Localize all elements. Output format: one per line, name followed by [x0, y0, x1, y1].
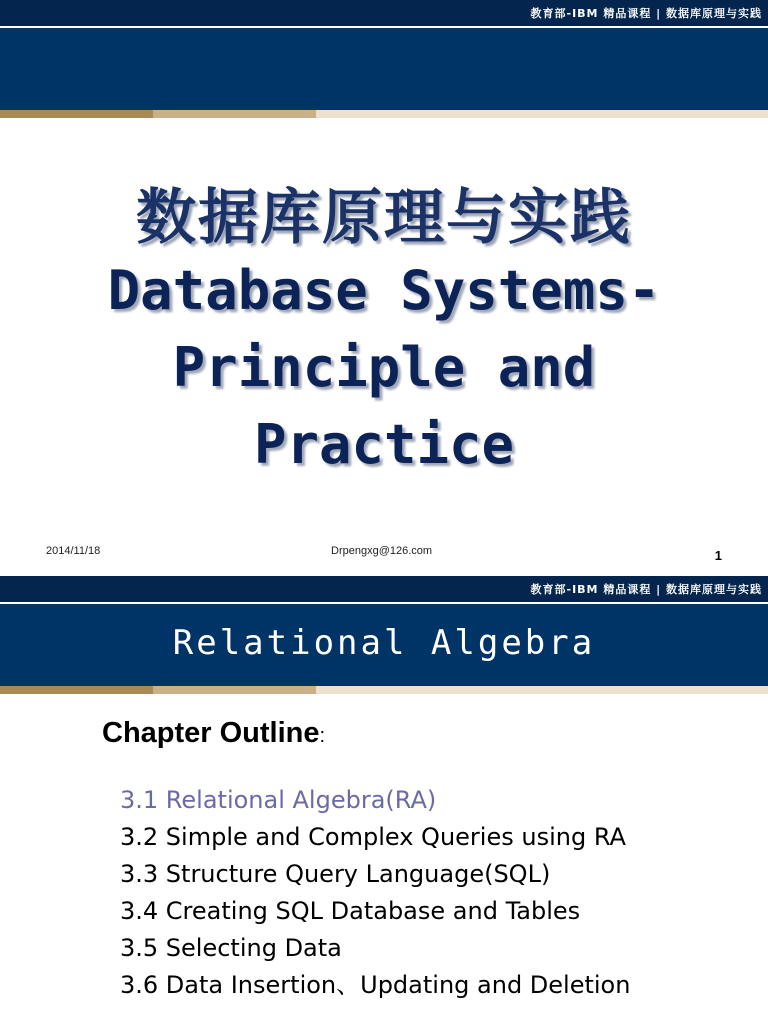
slide-title-chinese: 数据库原理与实践 [136, 183, 632, 253]
outline-heading-colon: : [319, 725, 326, 747]
outline-heading-text: Chapter Outline [102, 717, 320, 749]
header-strip [0, 0, 768, 26]
header-label: 教育部-IBM 精品课程 | 数据库原理与实践 [530, 583, 762, 596]
footer-date: 2014/11/18 [46, 545, 101, 557]
title-line: Practice [253, 413, 515, 476]
title-line: Principle and [172, 336, 596, 399]
outline-item: 3.4 Creating SQL Database and Tables [120, 897, 581, 925]
outline-list [120, 782, 630, 1004]
outline-item: 3.5 Selecting Data [120, 934, 342, 962]
slide-title: Relational Algebra [172, 623, 596, 663]
outline-item: 3.2 Simple and Complex Queries using RA [120, 823, 626, 851]
page-number: 1 [714, 548, 722, 563]
color-stripe [0, 686, 768, 694]
outline-item-current: 3.1 Relational Algebra(RA) [120, 786, 437, 814]
outline-item: 3.3 Structure Query Language(SQL) [120, 860, 551, 888]
outline-heading [102, 717, 325, 750]
slide-title-english [0, 252, 768, 483]
header-label: 教育部-IBM 精品课程 | 数据库原理与实践 [530, 7, 762, 20]
footer-email: Drpengxg@126.com [331, 545, 433, 557]
title-line: Database Systems- [107, 259, 661, 322]
color-stripe [0, 110, 768, 118]
header-strip [0, 576, 768, 602]
header-band [0, 28, 768, 110]
outline-item: 3.6 Data Insertion、Updating and Deletion [120, 971, 631, 999]
outline-slide [0, 576, 768, 1024]
